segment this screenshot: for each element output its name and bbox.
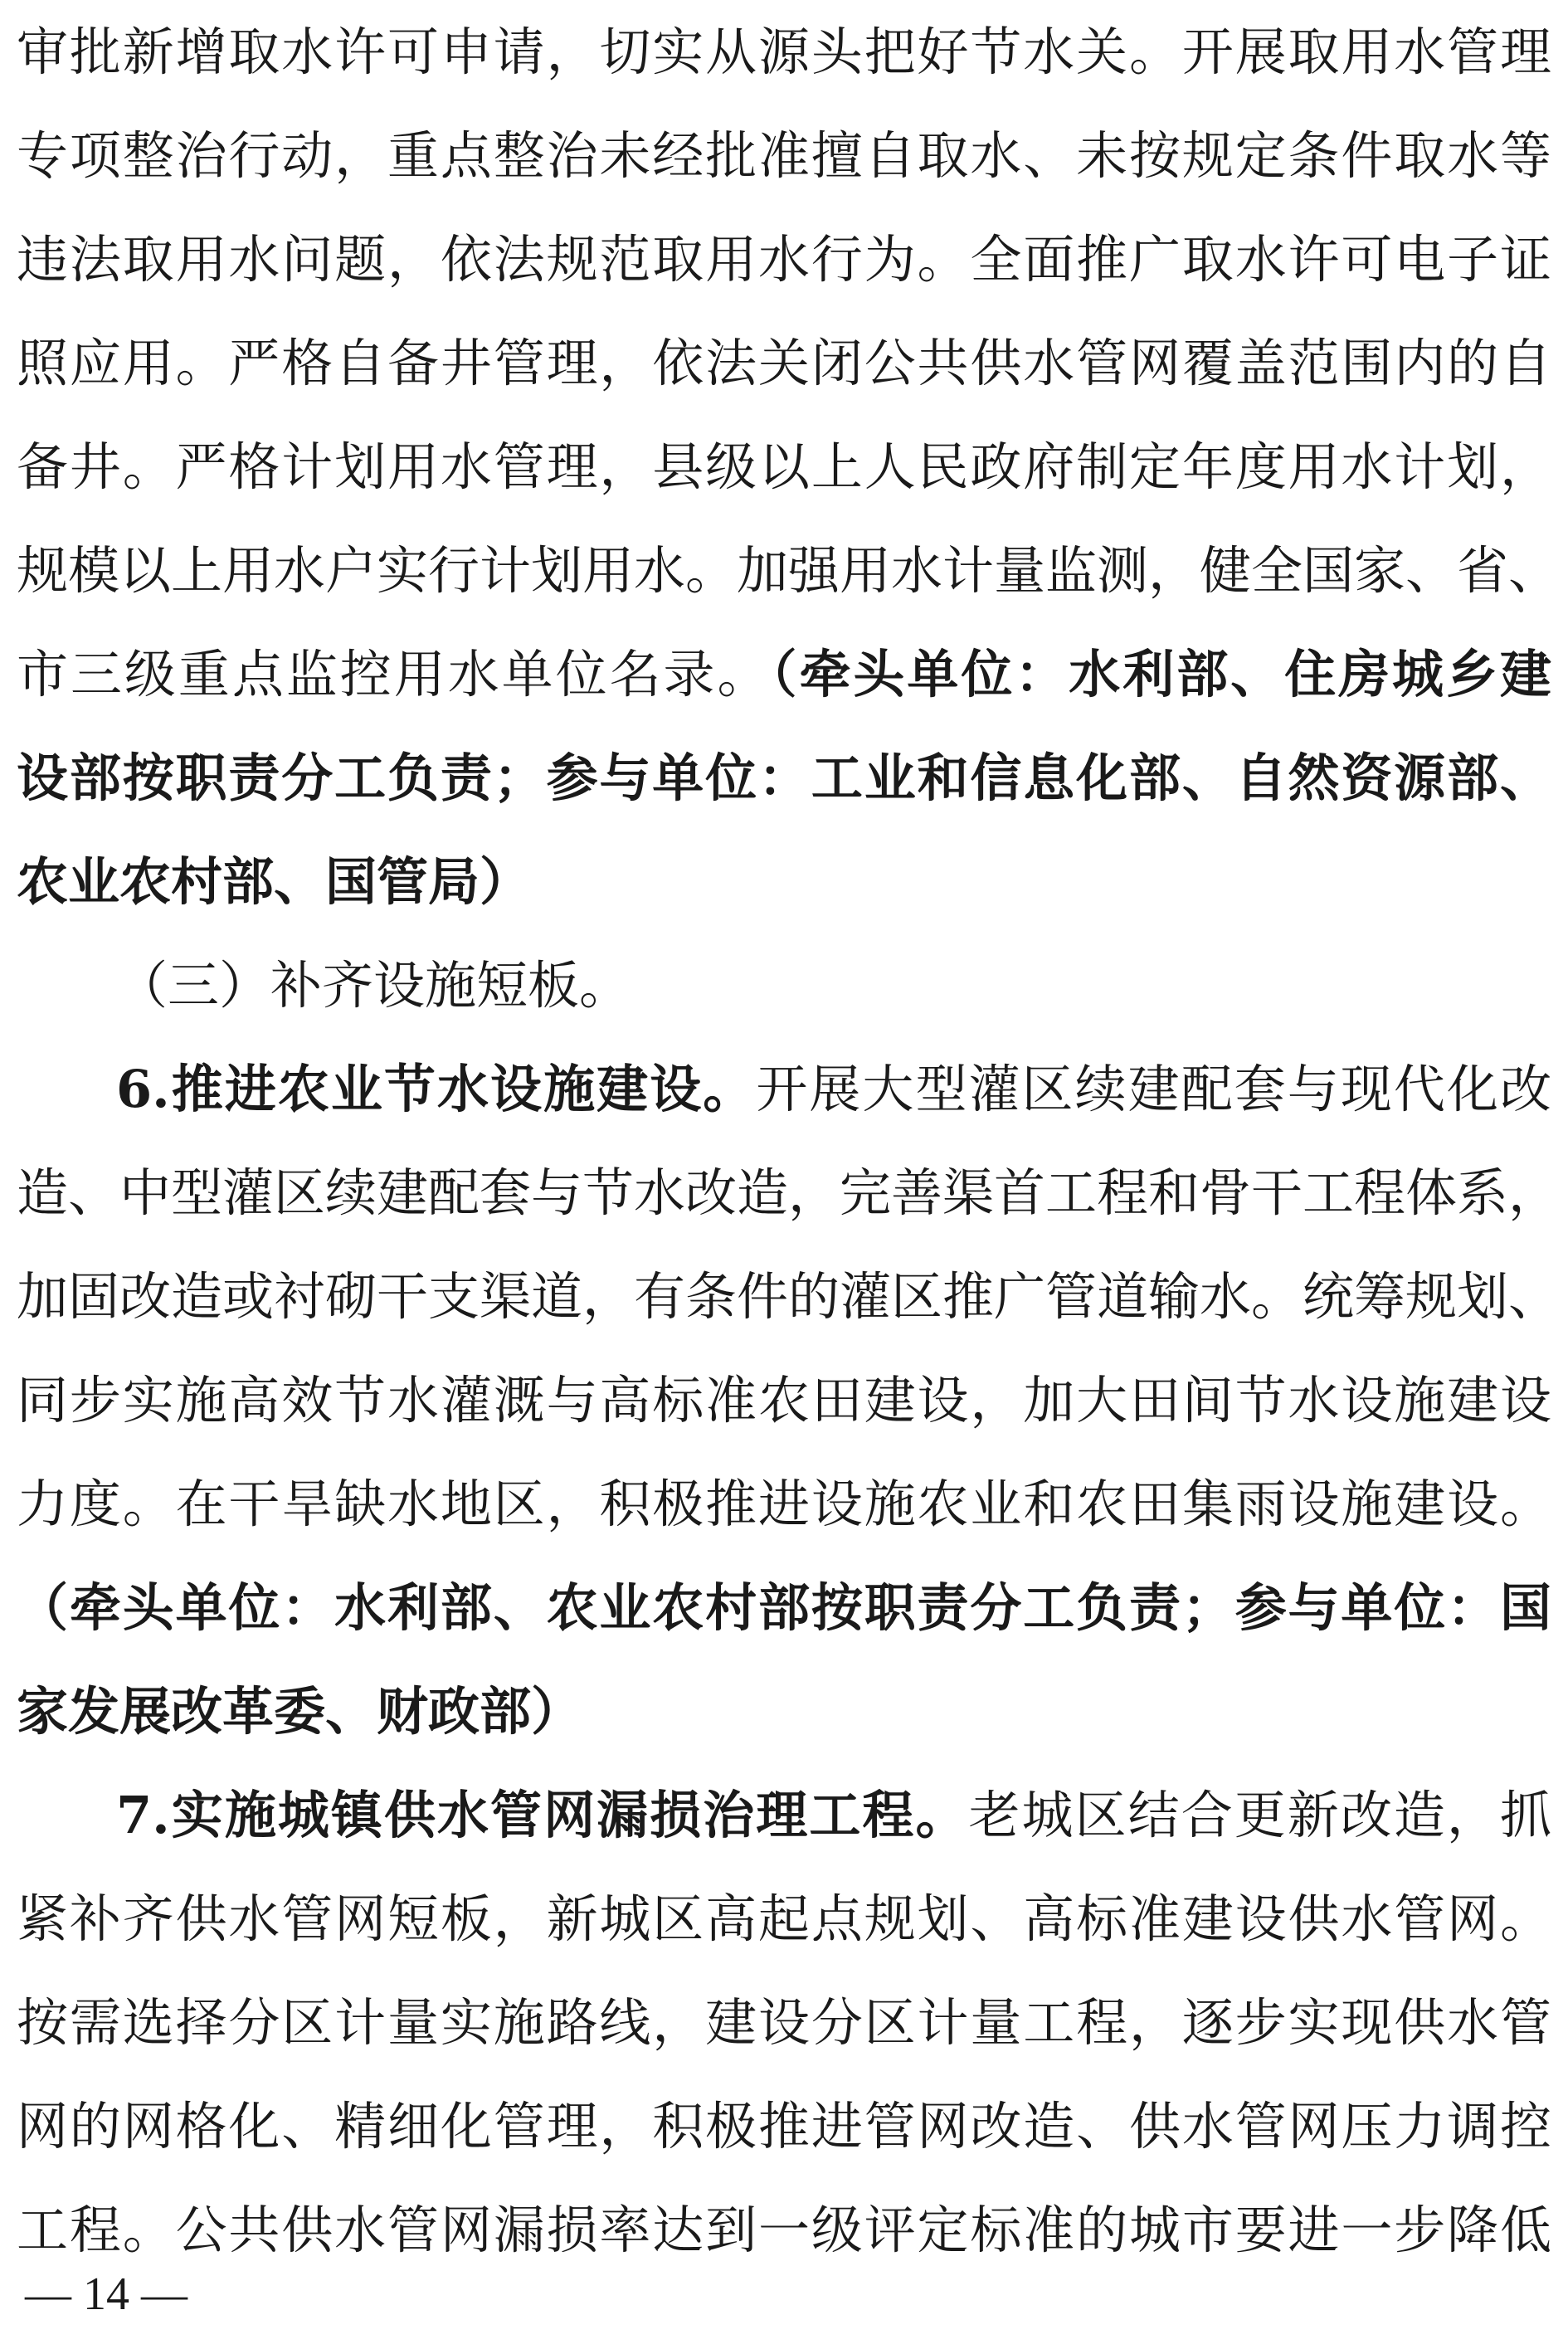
- lead-unit-note-line: 农业农村部、国管局）: [17, 851, 532, 912]
- body-line: 备井。严格计划用水管理，县级以上人民政府制定年度用水计划，: [17, 436, 1551, 497]
- section-heading: （三）补齐设施短板。: [116, 955, 631, 1016]
- body-line: 造、中型灌区续建配套与节水改造，完善渠首工程和骨干工程体系，: [17, 1162, 1561, 1223]
- page-number: — 14 —: [25, 2268, 187, 2320]
- body-line: 违法取用水问题，依法规范取用水行为。全面推广取水许可电子证: [17, 229, 1551, 290]
- body-line: [17, 622, 1551, 726]
- item-heading: 7.实施城镇供水管网漏损治理工程。: [116, 1785, 969, 1845]
- body-line: 按需选择分区计量实施路线，建设分区计量工程，逐步实现供水管: [17, 1992, 1551, 2053]
- body-text: 市三级重点监控用水单位名录。: [17, 644, 772, 704]
- lead-unit-note-line: （牵头单位：水利部、农业农村部按职责分工负责；参与单位：国: [17, 1577, 1551, 1638]
- body-line: 加固改造或衬砌干支渠道，有条件的灌区推广管道输水。统筹规划、: [17, 1266, 1561, 1327]
- lead-unit-note: （牵头单位：水利部、住房城乡建: [771, 644, 1551, 704]
- body-line: 网的网格化、精细化管理，积极推进管网改造、供水管网压力调控: [17, 2096, 1551, 2156]
- body-line: 照应用。严格自备井管理，依法关闭公共供水管网覆盖范围内的自: [17, 333, 1551, 393]
- lead-unit-note-line: 家发展改革委、财政部）: [17, 1681, 583, 1742]
- body-line: 紧补齐供水管网短板，新城区高起点规划、高标准建设供水管网。: [17, 1888, 1551, 1949]
- body-line: 审批新增取水许可申请，切实从源头把好节水关。开展取用水管理: [17, 22, 1551, 82]
- body-line: 工程。公共供水管网漏损率达到一级评定标准的城市要进一步降低: [17, 2200, 1551, 2260]
- item-heading-line: [116, 1037, 1551, 1141]
- body-line: 力度。在干旱缺水地区，积极推进设施农业和农田集雨设施建设。: [17, 1474, 1551, 1534]
- lead-unit-note-line: 设部按职责分工负责；参与单位：工业和信息化部、自然资源部、: [17, 748, 1551, 808]
- body-line: 同步实施高效节水灌溉与高标准农田建设，加大田间节水设施建设: [17, 1370, 1551, 1430]
- body-text: 老城区结合更新改造，抓: [968, 1785, 1551, 1845]
- body-line: 专项整治行动，重点整治未经批准擅自取水、未按规定条件取水等: [17, 125, 1551, 186]
- body-line: 规模以上用水户实行计划用水。加强用水计量监测，健全国家、省、: [17, 540, 1561, 601]
- body-text: 开展大型灌区续建配套与现代化改: [756, 1059, 1551, 1119]
- item-heading: 6.推进农业节水设施建设。: [116, 1059, 757, 1119]
- item-heading-line: [116, 1763, 1551, 1867]
